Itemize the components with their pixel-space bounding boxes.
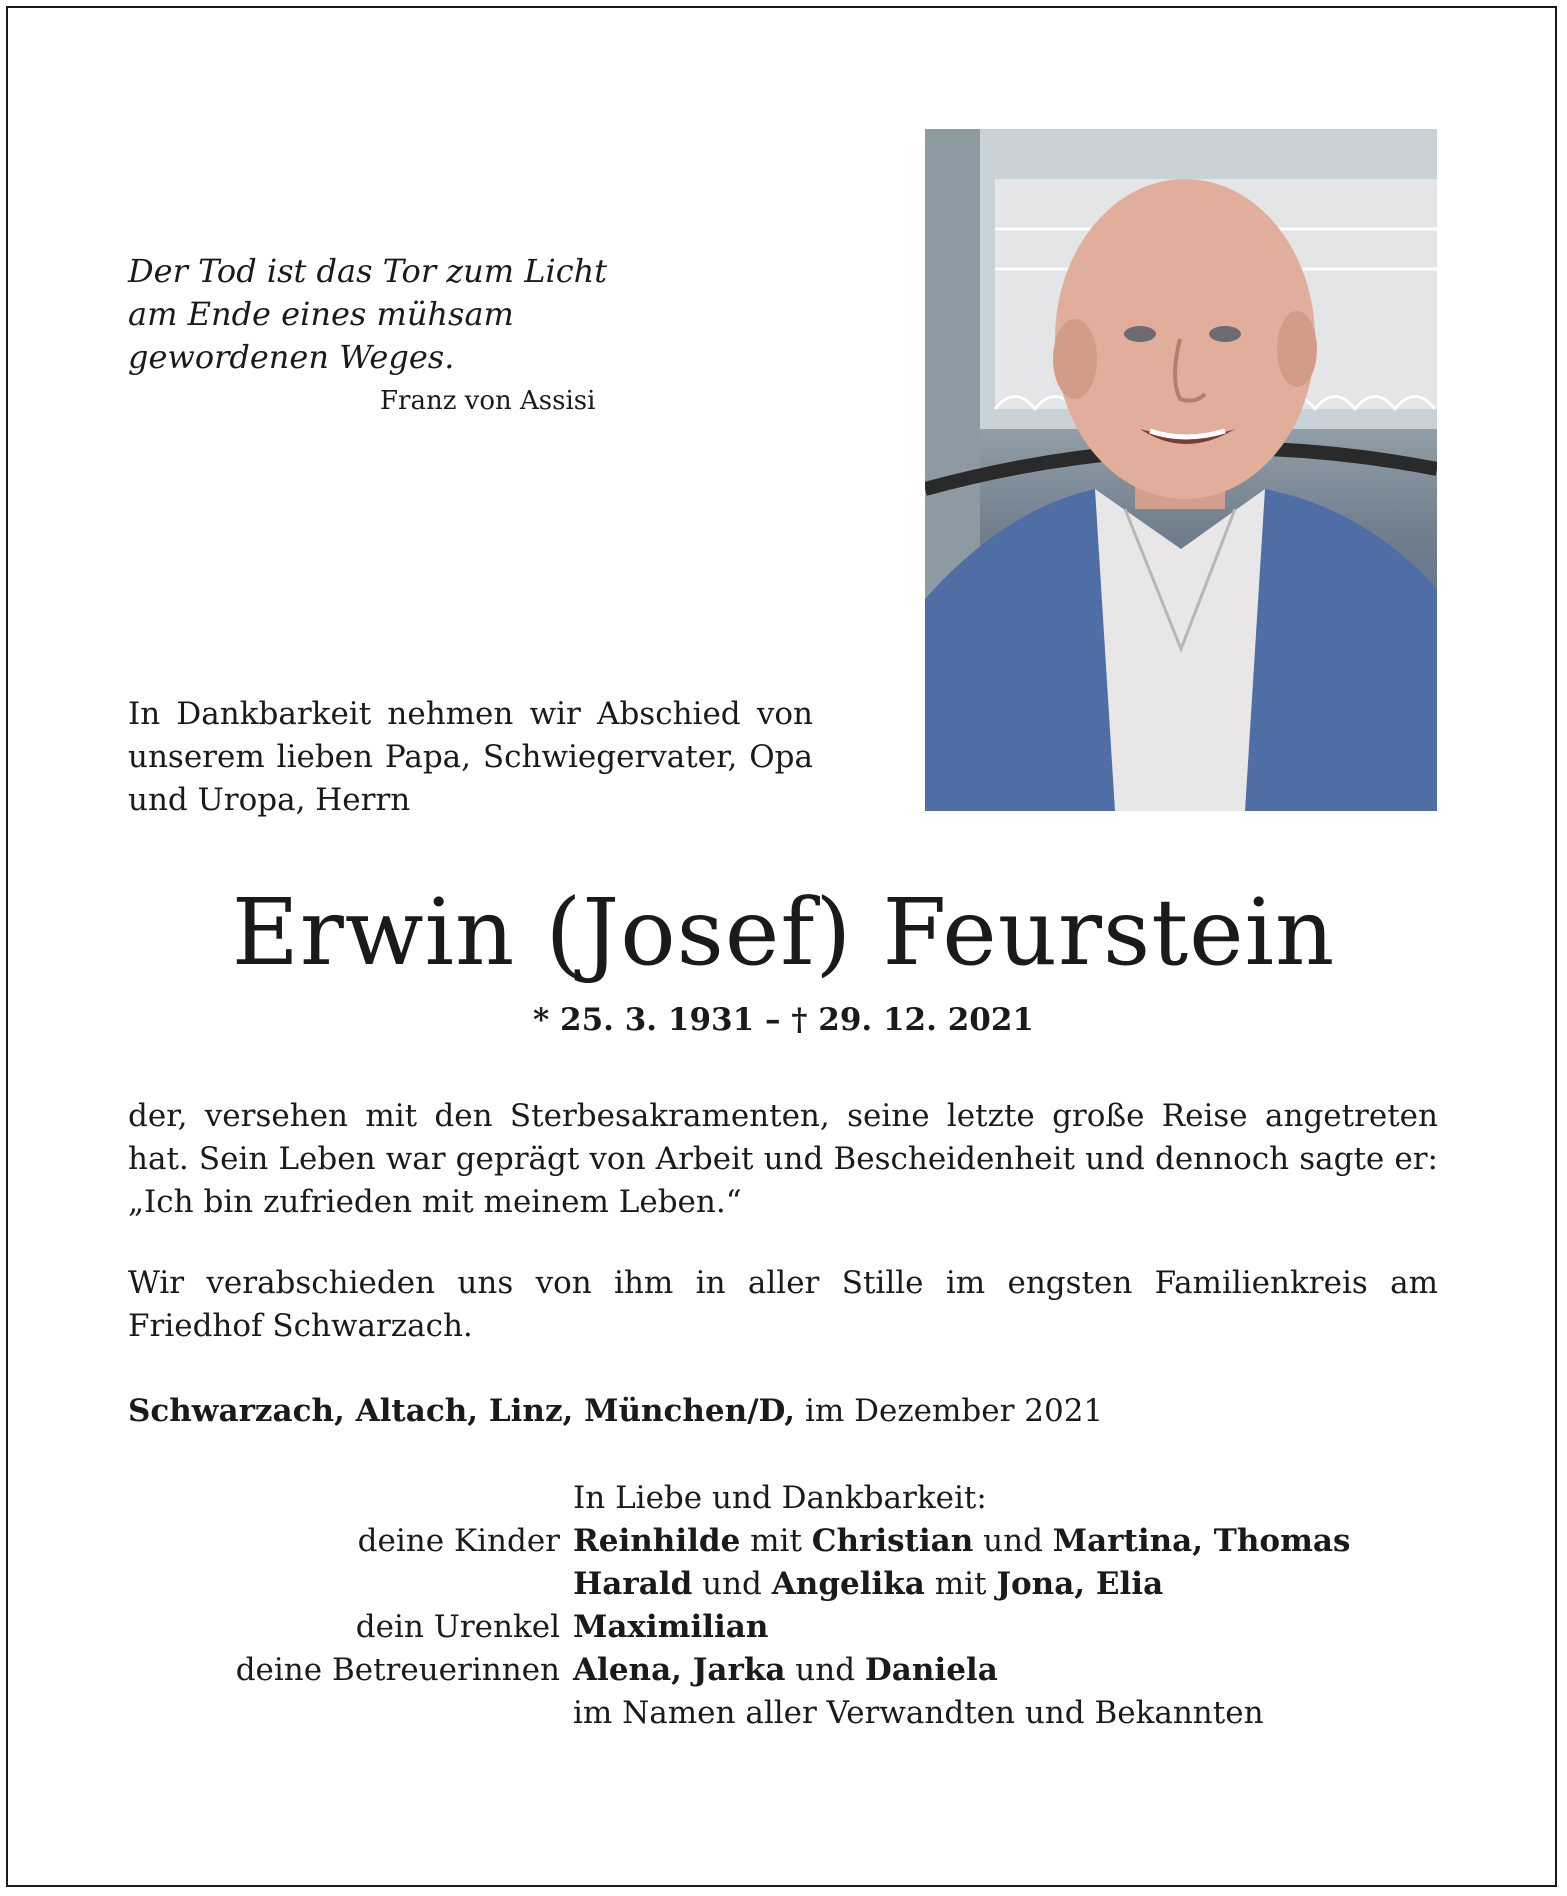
quote-line: am Ende eines mühsam bbox=[128, 295, 514, 333]
children-line bbox=[573, 1520, 1350, 1563]
life-dates: * 25. 3. 1931 – † 29. 12. 2021 bbox=[533, 1002, 1034, 1038]
greatgrandchild-name: Maximilian bbox=[573, 1609, 769, 1645]
family-member-name: Martina, Thomas bbox=[1052, 1523, 1351, 1559]
deceased-name: Erwin (Josef) Feurstein bbox=[231, 879, 1336, 986]
place-and-date bbox=[128, 1393, 1103, 1429]
connector-text: und bbox=[692, 1566, 772, 1602]
connector-text: mit bbox=[740, 1523, 812, 1559]
body-paragraph: der, versehen mit den Sterbesakramenten, seine letzte große Reise angetreten hat. Sein Leben war geprägt von Arbeit und Bescheidenheit und dennoch sagte er: „Ich bin zufrieden mit meinem Leben.“ bbox=[128, 1098, 1438, 1220]
caregivers-line bbox=[573, 1649, 998, 1692]
signature-closing: im Namen aller Verwandten und Bekannten bbox=[573, 1695, 1264, 1731]
connector-text: mit bbox=[924, 1566, 997, 1602]
family-member-name: Jona, Elia bbox=[996, 1566, 1164, 1602]
connector-text: und bbox=[785, 1652, 865, 1688]
quote-line: Der Tod ist das Tor zum Licht bbox=[128, 252, 608, 290]
caregivers-label: deine Betreuerinnen bbox=[235, 1652, 560, 1688]
body-paragraph: Wir verabschieden uns von ihm in aller Stille im engsten Familienkreis am Friedhof Schwarzach. bbox=[128, 1265, 1438, 1344]
children-label: deine Kinder bbox=[357, 1523, 560, 1559]
quote-author: Franz von Assisi bbox=[380, 386, 596, 416]
connector-text: und bbox=[973, 1523, 1053, 1559]
family-member-name: Alena, Jarka bbox=[573, 1652, 786, 1688]
family-member-name: Daniela bbox=[864, 1652, 998, 1688]
place-date: im Dezember 2021 bbox=[804, 1393, 1104, 1429]
signature-heading: In Liebe und Dankbarkeit: bbox=[573, 1480, 987, 1516]
memorial-quote bbox=[128, 250, 648, 379]
family-member-name: Reinhilde bbox=[573, 1523, 741, 1559]
quote-line: gewordenen Weges. bbox=[128, 338, 455, 376]
signature-block bbox=[0, 1477, 1567, 1735]
family-member-name: Angelika bbox=[771, 1566, 925, 1602]
family-member-name: Christian bbox=[811, 1523, 974, 1559]
portrait-illustration bbox=[925, 129, 1437, 811]
intro-text: In Dankbarkeit nehmen wir Abschied von unserem lieben Papa, Schwiegervater, Opa und Uropa, Herrn bbox=[128, 696, 813, 818]
greatgrandchild-label: dein Urenkel bbox=[355, 1609, 560, 1645]
portrait-photo bbox=[925, 129, 1437, 811]
family-member-name: Harald bbox=[573, 1566, 693, 1602]
place-locations: Schwarzach, Altach, Linz, München/D, bbox=[128, 1393, 796, 1429]
children-line bbox=[573, 1563, 1163, 1606]
